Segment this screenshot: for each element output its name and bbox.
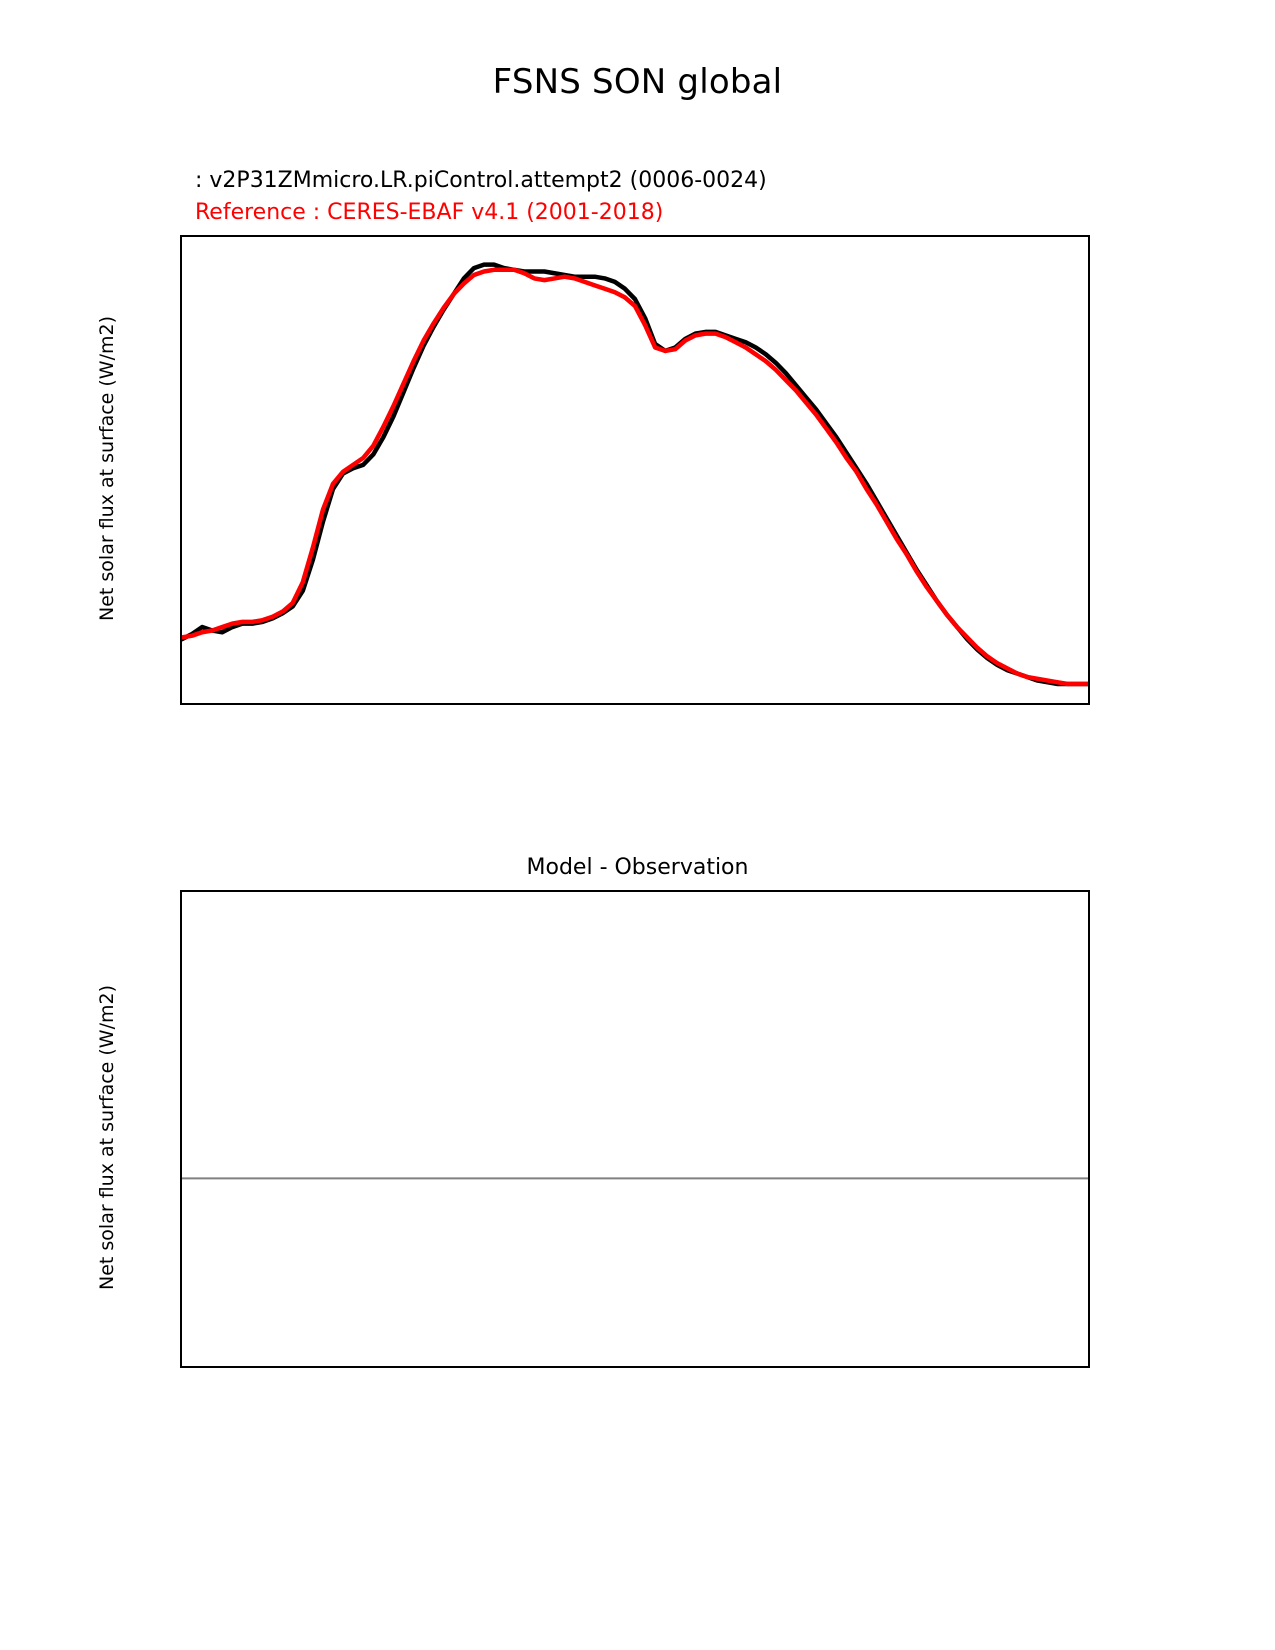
series-line-1 (182, 270, 1088, 684)
panel1-y-tick-labels (120, 235, 172, 705)
panel1-plot-area (180, 235, 1090, 705)
panel2-plot-area (180, 890, 1090, 1368)
page-title: FSNS SON global (492, 62, 783, 102)
panel2-lines (182, 892, 1088, 1366)
panel1-y-axis-label: Net solar flux at surface (W/m2) (96, 316, 118, 621)
legend-model-label: : v2P31ZMmicro.LR.piControl.attempt2 (0006-0024) (195, 168, 767, 193)
legend-reference-label: Reference : CERES-EBAF v4.1 (2001-2018) (195, 200, 664, 225)
panel1-lines (182, 237, 1088, 703)
panel2-y-axis-label: Net solar flux at surface (W/m2) (96, 985, 118, 1290)
panel2-title: Model - Observation (526, 855, 749, 880)
panel2-y-tick-labels (120, 890, 172, 1368)
legend (195, 165, 767, 229)
